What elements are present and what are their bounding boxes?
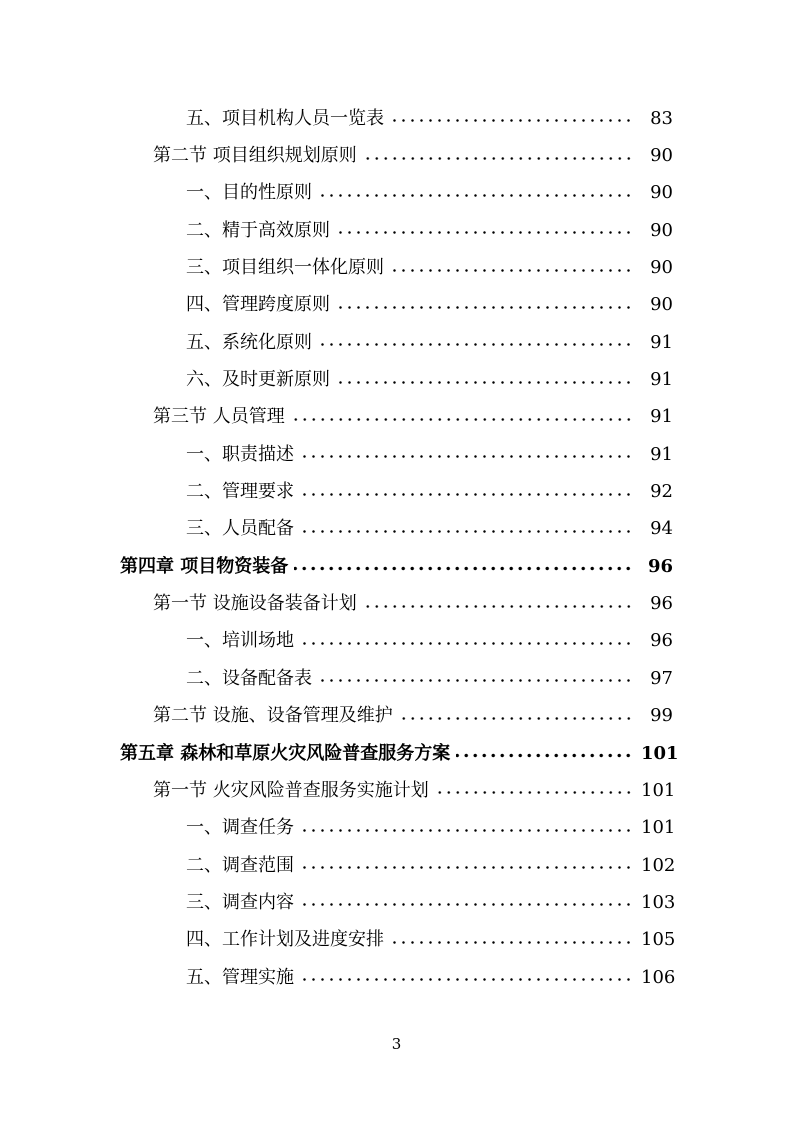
toc-dot-leader [456, 747, 633, 765]
toc-subsection-entry[interactable] [0, 175, 793, 212]
toc-subsection-entry[interactable] [0, 212, 793, 249]
toc-entry-title: 第五章 森林和草原火灾风险普查服务方案 [120, 742, 451, 764]
toc-entry-title: 五、管理实施 [186, 966, 294, 988]
toc-section-entry[interactable] [0, 399, 793, 436]
toc-dot-leader [363, 597, 633, 615]
toc-entry-page-number: 90 [650, 257, 673, 279]
toc-subsection-entry[interactable] [0, 249, 793, 286]
toc-dot-leader [300, 859, 633, 877]
toc-dot-leader [300, 896, 633, 914]
toc-section-entry[interactable] [0, 772, 793, 809]
toc-entry-page-number: 91 [650, 331, 673, 353]
toc-entry-page-number: 106 [641, 966, 676, 988]
toc-subsection-entry[interactable] [0, 922, 793, 959]
toc-subsection-entry[interactable] [0, 660, 793, 697]
toc-dot-leader [291, 410, 633, 428]
toc-entry-page-number: 97 [650, 667, 673, 689]
toc-entry-title: 第三节 人员管理 [153, 406, 285, 428]
toc-dot-leader [300, 522, 633, 540]
toc-entry-page-number: 90 [650, 145, 673, 167]
toc-dot-leader [318, 336, 633, 354]
toc-dot-leader [336, 224, 633, 242]
toc-entry-title: 二、调查范围 [186, 854, 294, 876]
toc-dot-leader [300, 485, 633, 503]
toc-subsection-entry[interactable] [0, 511, 793, 548]
toc-entry-title: 六、及时更新原则 [186, 369, 330, 391]
toc-entry-page-number: 101 [641, 817, 676, 839]
toc-entry-title: 一、职责描述 [186, 443, 294, 465]
toc-entry-title: 二、精于高效原则 [186, 219, 330, 241]
toc-entry-title: 二、设备配备表 [186, 667, 312, 689]
toc-dot-leader [336, 373, 633, 391]
toc-dot-leader [435, 784, 633, 802]
toc-entry-page-number: 83 [650, 107, 673, 129]
toc-dot-leader [300, 971, 633, 989]
toc-dot-leader [318, 672, 633, 690]
toc-subsection-entry[interactable] [0, 436, 793, 473]
toc-entry-title: 一、目的性原则 [186, 182, 312, 204]
toc-entry-page-number: 91 [650, 369, 673, 391]
toc-entry-page-number: 101 [641, 742, 679, 764]
toc-subsection-entry[interactable] [0, 959, 793, 996]
toc-entry-title: 一、培训场地 [186, 630, 294, 652]
toc-entry-title: 三、调查内容 [186, 891, 294, 913]
toc-entry-title: 三、人员配备 [186, 518, 294, 540]
toc-dot-leader [363, 149, 633, 167]
toc-entry-page-number: 90 [650, 294, 673, 316]
toc-entry-page-number: 91 [650, 443, 673, 465]
toc-entry-title: 五、系统化原则 [186, 331, 312, 353]
toc-entry-page-number: 103 [641, 891, 676, 913]
toc-subsection-entry[interactable] [0, 847, 793, 884]
toc-subsection-entry[interactable] [0, 623, 793, 660]
toc-dot-leader [300, 821, 633, 839]
toc-subsection-entry[interactable] [0, 884, 793, 921]
toc-entry-title: 第一节 火灾风险普查服务实施计划 [153, 779, 429, 801]
toc-entry-page-number: 94 [650, 518, 673, 540]
toc-entry-page-number: 99 [650, 705, 673, 727]
toc-entry-title: 三、项目组织一体化原则 [186, 257, 384, 279]
toc-subsection-entry[interactable] [0, 100, 793, 137]
toc-entry-title: 五、项目机构人员一览表 [186, 107, 384, 129]
toc-entry-page-number: 96 [650, 630, 673, 652]
toc-dot-leader [300, 448, 633, 466]
toc-entry-title: 二、管理要求 [186, 481, 294, 503]
toc-chapter-entry[interactable] [0, 735, 793, 772]
toc-section-entry[interactable] [0, 698, 793, 735]
toc-dot-leader [390, 261, 633, 279]
toc-entry-page-number: 90 [650, 182, 673, 204]
toc-entry-page-number: 101 [641, 779, 676, 801]
toc-subsection-entry[interactable] [0, 473, 793, 510]
toc-subsection-entry[interactable] [0, 361, 793, 398]
toc-subsection-entry[interactable] [0, 287, 793, 324]
toc-dot-leader [336, 298, 633, 316]
toc-entry-title: 第四章 项目物资装备 [120, 555, 289, 577]
toc-dot-leader [390, 933, 633, 951]
toc-entry-page-number: 96 [647, 555, 673, 577]
toc-dot-leader [300, 634, 633, 652]
toc-entry-title: 四、工作计划及进度安排 [186, 929, 384, 951]
table-of-contents [0, 100, 793, 996]
toc-dot-leader [399, 709, 633, 727]
toc-dot-leader [318, 186, 633, 204]
toc-dot-leader [294, 560, 633, 578]
toc-entry-page-number: 105 [641, 929, 676, 951]
page-number: 3 [391, 1035, 402, 1053]
toc-entry-page-number: 90 [650, 219, 673, 241]
toc-section-entry[interactable] [0, 585, 793, 622]
toc-entry-page-number: 91 [650, 406, 673, 428]
toc-entry-title: 一、调查任务 [186, 817, 294, 839]
toc-entry-title: 第一节 设施设备装备计划 [153, 593, 357, 615]
toc-entry-title: 第二节 设施、设备管理及维护 [153, 705, 393, 727]
toc-entry-title: 第二节 项目组织规划原则 [153, 145, 357, 167]
toc-chapter-entry[interactable] [0, 548, 793, 585]
toc-entry-title: 四、管理跨度原则 [186, 294, 330, 316]
toc-entry-page-number: 92 [650, 481, 673, 503]
toc-subsection-entry[interactable] [0, 324, 793, 361]
toc-dot-leader [390, 112, 633, 130]
toc-entry-page-number: 96 [650, 593, 673, 615]
toc-subsection-entry[interactable] [0, 810, 793, 847]
toc-section-entry[interactable] [0, 137, 793, 174]
toc-entry-page-number: 102 [641, 854, 676, 876]
